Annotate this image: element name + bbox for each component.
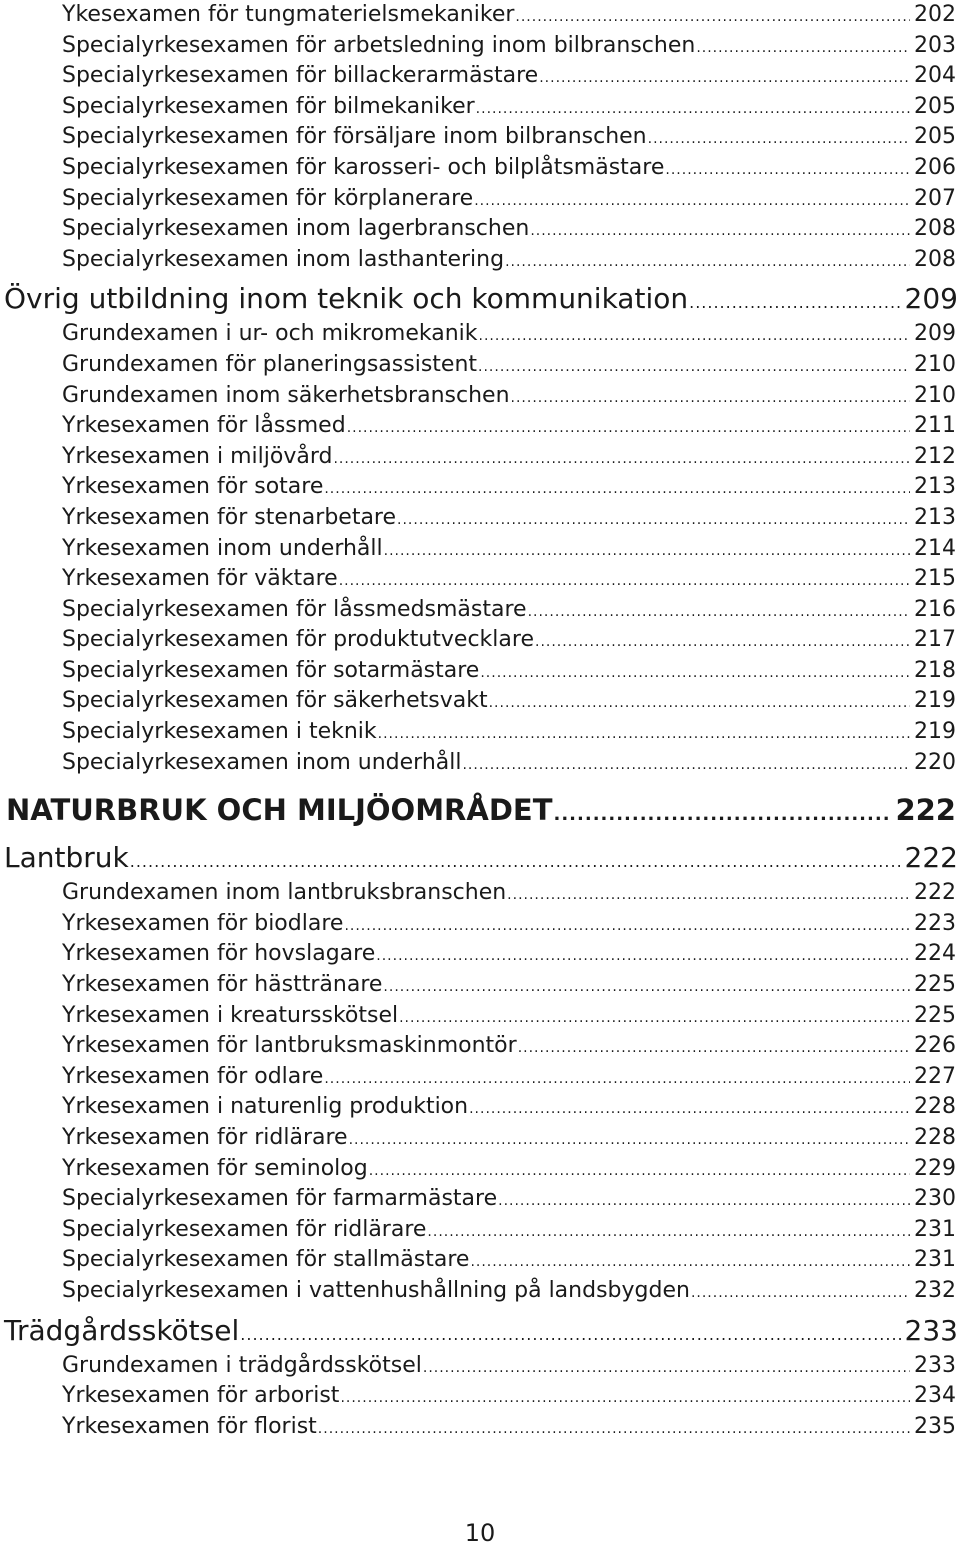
toc-entry-page: 230 — [914, 1186, 956, 1212]
toc-entry-page: 217 — [914, 627, 956, 653]
dot-leader — [476, 94, 910, 123]
toc-entry — [0, 350, 960, 381]
toc-entry — [0, 0, 960, 31]
toc-entry-title: Specialyrkesexamen för körplanerare — [62, 185, 474, 211]
toc-entry-page: 208 — [914, 216, 956, 242]
toc-entry-page: 233 — [904, 1313, 958, 1347]
toc-entry — [0, 878, 960, 909]
toc-entry — [0, 939, 960, 970]
toc-entry-page: 214 — [914, 535, 956, 561]
dot-leader — [478, 352, 910, 381]
toc-entry — [0, 1351, 960, 1382]
toc-entry — [0, 1001, 960, 1032]
toc-entry-page: 228 — [914, 1125, 956, 1150]
dot-leader — [462, 750, 910, 779]
dot-leader — [511, 383, 910, 412]
toc-entry-title: Specialyrkesexamen för bilmekaniker — [62, 93, 475, 119]
toc-entry-title: NATURBRUK OCH MILJÖOMRÅDET — [6, 793, 553, 828]
dot-leader — [378, 719, 910, 748]
toc-entry — [0, 1276, 960, 1307]
toc-entry-page: 234 — [914, 1383, 956, 1409]
toc-entry-title: Yrkesexamen för väktare — [62, 566, 338, 592]
toc-entry-title: Specialyrkesexamen inom lasthantering — [62, 246, 505, 272]
dot-leader — [344, 911, 910, 940]
toc-entry — [0, 564, 960, 595]
dot-leader — [399, 1003, 910, 1032]
toc-entry — [0, 184, 960, 215]
dot-leader — [479, 321, 910, 350]
toc-entry-title: Specialyrkesexamen i teknik — [62, 719, 377, 745]
toc-entry-page: 215 — [914, 566, 956, 592]
toc-entry-page: 224 — [914, 941, 956, 967]
dot-leader — [528, 597, 910, 626]
toc-entry-title: Yrkesexamen i naturenlig produktion — [62, 1094, 469, 1120]
toc-entry-title: Specialyrkesexamen för säkerhetsvakt — [62, 688, 488, 714]
dot-leader — [480, 658, 910, 687]
dot-leader — [324, 474, 910, 503]
dot-leader — [376, 941, 910, 970]
toc-entry — [0, 717, 960, 748]
toc-entry-page: 219 — [914, 688, 956, 714]
toc-entry-title: Specialyrkesexamen inom lagerbranschen — [62, 216, 530, 242]
toc-entry-page: 204 — [914, 63, 956, 89]
toc-entry — [0, 1062, 960, 1093]
toc-entry — [0, 319, 960, 350]
toc-entry-title: Specialyrkesexamen för låssmedsmästare — [62, 596, 527, 622]
toc-entry — [0, 31, 960, 62]
toc-entry-page: 231 — [914, 1216, 956, 1242]
toc-entry-page: 213 — [914, 504, 956, 530]
toc-chapter-heading — [0, 790, 960, 830]
dot-leader — [397, 505, 910, 534]
toc-entry-page: 210 — [914, 382, 956, 408]
dot-leader — [130, 842, 901, 878]
toc-entry-title: Specialyrkesexamen för stallmästare — [62, 1247, 470, 1273]
toc-entry-page: 210 — [914, 351, 956, 377]
toc-entry — [0, 61, 960, 92]
toc-entry — [0, 686, 960, 717]
toc-entry — [0, 1031, 960, 1062]
toc-entry-page: 216 — [914, 596, 956, 622]
toc-entry-page: 202 — [914, 2, 956, 27]
toc-entry-page: 225 — [914, 972, 956, 998]
toc-entry — [0, 909, 960, 940]
toc-entry — [0, 970, 960, 1001]
toc-entry-title: Yrkesexamen för seminolog — [62, 1155, 368, 1181]
toc-entry-page: 205 — [914, 124, 956, 150]
toc-entry-title: Specialyrkesexamen för produktutvecklare — [62, 627, 534, 653]
toc-entry-page: 203 — [914, 32, 956, 58]
toc-entry-page: 227 — [914, 1063, 956, 1089]
dot-leader — [339, 566, 910, 595]
dot-leader — [369, 1156, 910, 1185]
toc-entry-page: 213 — [914, 474, 956, 500]
toc-entry — [0, 153, 960, 184]
dot-leader — [469, 1094, 910, 1123]
toc-entry-title: Yrkesexamen för sotare — [62, 474, 324, 500]
toc-entry-title: Specialyrkesexamen för sotarmästare — [62, 657, 480, 683]
toc-entry — [0, 472, 960, 503]
toc-entry — [0, 656, 960, 687]
toc-entry-title: Yrkesexamen för hästtränare — [62, 972, 383, 998]
toc-entry-title: Grundexamen inom säkerhetsbranschen — [62, 382, 510, 408]
toc-entry-title: Specialyrkesexamen för farmarmästare — [62, 1186, 498, 1212]
dot-leader — [530, 216, 910, 245]
dot-leader — [515, 2, 910, 31]
dot-leader — [689, 283, 900, 319]
dot-leader — [539, 63, 910, 92]
toc-entry-page: 220 — [914, 749, 956, 775]
dot-leader — [505, 247, 910, 276]
toc-entry-title: Grundexamen i ur- och mikromekanik — [62, 321, 478, 347]
toc-entry-title: Yrkesexamen i miljövård — [62, 443, 333, 469]
dot-leader — [507, 880, 910, 909]
dot-leader — [489, 688, 910, 717]
dot-leader — [423, 1353, 910, 1382]
toc-entry — [0, 1381, 960, 1412]
toc-entry-page: 226 — [914, 1033, 956, 1059]
toc-entry — [0, 1412, 960, 1443]
toc-entry-page: 209 — [904, 282, 958, 316]
toc-entry-page: 208 — [914, 246, 956, 272]
toc-entry — [0, 748, 960, 779]
toc-section-heading — [0, 838, 960, 878]
dot-leader — [535, 627, 910, 656]
dot-leader — [665, 155, 910, 184]
toc-entry — [0, 411, 960, 442]
toc-section-heading — [0, 279, 960, 319]
toc-entry — [0, 1184, 960, 1215]
toc-entry-title: Specialyrkesexamen för billackerarmästare — [62, 63, 539, 89]
toc-entry-title: Specialyrkesexamen för ridlärare — [62, 1216, 427, 1242]
toc-entry-page: 231 — [914, 1247, 956, 1273]
dot-leader — [691, 1278, 910, 1307]
toc-entry-page: 228 — [914, 1094, 956, 1120]
toc-entry-title: Yrkesexamen för lantbruksmaskinmontör — [62, 1033, 517, 1059]
dot-leader — [474, 186, 910, 215]
toc-entry-page: 212 — [914, 443, 956, 469]
toc-entry-title: Yrkesexamen för biodlare — [62, 910, 344, 936]
toc-entry-title: Yrkesexamen för arborist — [62, 1383, 340, 1409]
toc-entry-title: Övrig utbildning inom teknik och kommunikation — [4, 282, 689, 316]
dot-leader — [554, 795, 892, 830]
dot-leader — [384, 536, 910, 565]
toc-entry-title: Grundexamen i trädgårdsskötsel — [62, 1352, 422, 1378]
toc-entry-page: 206 — [914, 154, 956, 180]
toc-section-heading — [0, 1311, 960, 1351]
dot-leader — [518, 1033, 910, 1062]
toc-entry-page: 222 — [914, 880, 956, 906]
dot-leader — [427, 1217, 910, 1246]
toc-entry-page: 225 — [914, 1002, 956, 1028]
toc-entry-page: 211 — [914, 413, 956, 439]
toc-entry-title: Yrkesexamen för stenarbetare — [62, 504, 397, 530]
dot-leader — [696, 33, 910, 62]
toc-entry-page: 205 — [914, 93, 956, 119]
toc-entry — [0, 214, 960, 245]
toc-entry-title: Specialyrkesexamen inom underhåll — [62, 749, 462, 775]
toc-entry-page: 233 — [914, 1352, 956, 1378]
toc-entry-page: 219 — [914, 719, 956, 745]
dot-leader — [340, 1383, 910, 1412]
toc-entry-page: 235 — [914, 1413, 956, 1439]
toc-entry-page: 232 — [914, 1277, 956, 1303]
toc-entry — [0, 1245, 960, 1276]
toc-entry-title: Yrkesexamen för hovslagare — [62, 941, 376, 967]
toc-entry — [0, 381, 960, 412]
toc-entry-page: 222 — [904, 841, 958, 875]
toc-entry — [0, 442, 960, 473]
toc-entry — [0, 503, 960, 534]
toc-entry-page: 207 — [914, 185, 956, 211]
toc-entry — [0, 534, 960, 565]
toc-entry-page: 222 — [895, 793, 956, 828]
toc-entry-title: Specialyrkesexamen för karosseri- och bilplåtsmästare — [62, 154, 665, 180]
toc-entry-title: Yrkesexamen för odlare — [62, 1063, 324, 1089]
toc-entry-page: 218 — [914, 657, 956, 683]
toc-entry-page: 223 — [914, 910, 956, 936]
toc-entry-title: Yrkesexamen för florist — [62, 1413, 317, 1439]
toc-entry-title: Ykesexamen för tungmaterielsmekaniker — [62, 2, 515, 27]
toc-entry — [0, 1092, 960, 1123]
toc-entry — [0, 625, 960, 656]
toc-entry — [0, 595, 960, 626]
toc-entry-page: 229 — [914, 1155, 956, 1181]
toc-entry-title: Specialyrkesexamen i vattenhushållning på landsbygden — [62, 1277, 690, 1303]
toc-entry-title: Grundexamen inom lantbruksbranschen — [62, 880, 507, 906]
toc-entry-title: Yrkesexamen i kreatursskötsel — [62, 1002, 399, 1028]
toc-entry — [0, 1215, 960, 1246]
dot-leader — [470, 1247, 910, 1276]
dot-leader — [349, 1125, 910, 1154]
toc-entry — [0, 245, 960, 276]
dot-leader — [333, 444, 910, 473]
toc-entry — [0, 1123, 960, 1154]
toc-entry-title: Specialyrkesexamen för försäljare inom bilbranschen — [62, 124, 647, 150]
toc-entry-title: Yrkesexamen inom underhåll — [62, 535, 383, 561]
dot-leader — [318, 1414, 910, 1443]
toc-entry-title: Yrkesexamen för låssmed — [62, 413, 346, 439]
dot-leader — [648, 124, 910, 153]
dot-leader — [347, 413, 910, 442]
dot-leader — [383, 972, 910, 1001]
toc-entry-title: Yrkesexamen för ridlärare — [62, 1125, 348, 1150]
toc-entry-title: Lantbruk — [4, 841, 129, 875]
toc-entry-title: Specialyrkesexamen för arbetsledning inom bilbranschen — [62, 32, 696, 58]
toc-entry-title: Grundexamen för planeringsassistent — [62, 351, 478, 377]
toc-entry — [0, 122, 960, 153]
toc-entry-title: Trädgårdsskötsel — [4, 1313, 240, 1347]
toc-entry — [0, 92, 960, 123]
page-number: 10 — [464, 1519, 496, 1547]
dot-leader — [498, 1186, 910, 1215]
toc-entry — [0, 1154, 960, 1185]
dot-leader — [240, 1315, 900, 1351]
toc-entry-page: 209 — [914, 321, 956, 347]
dot-leader — [324, 1064, 910, 1093]
